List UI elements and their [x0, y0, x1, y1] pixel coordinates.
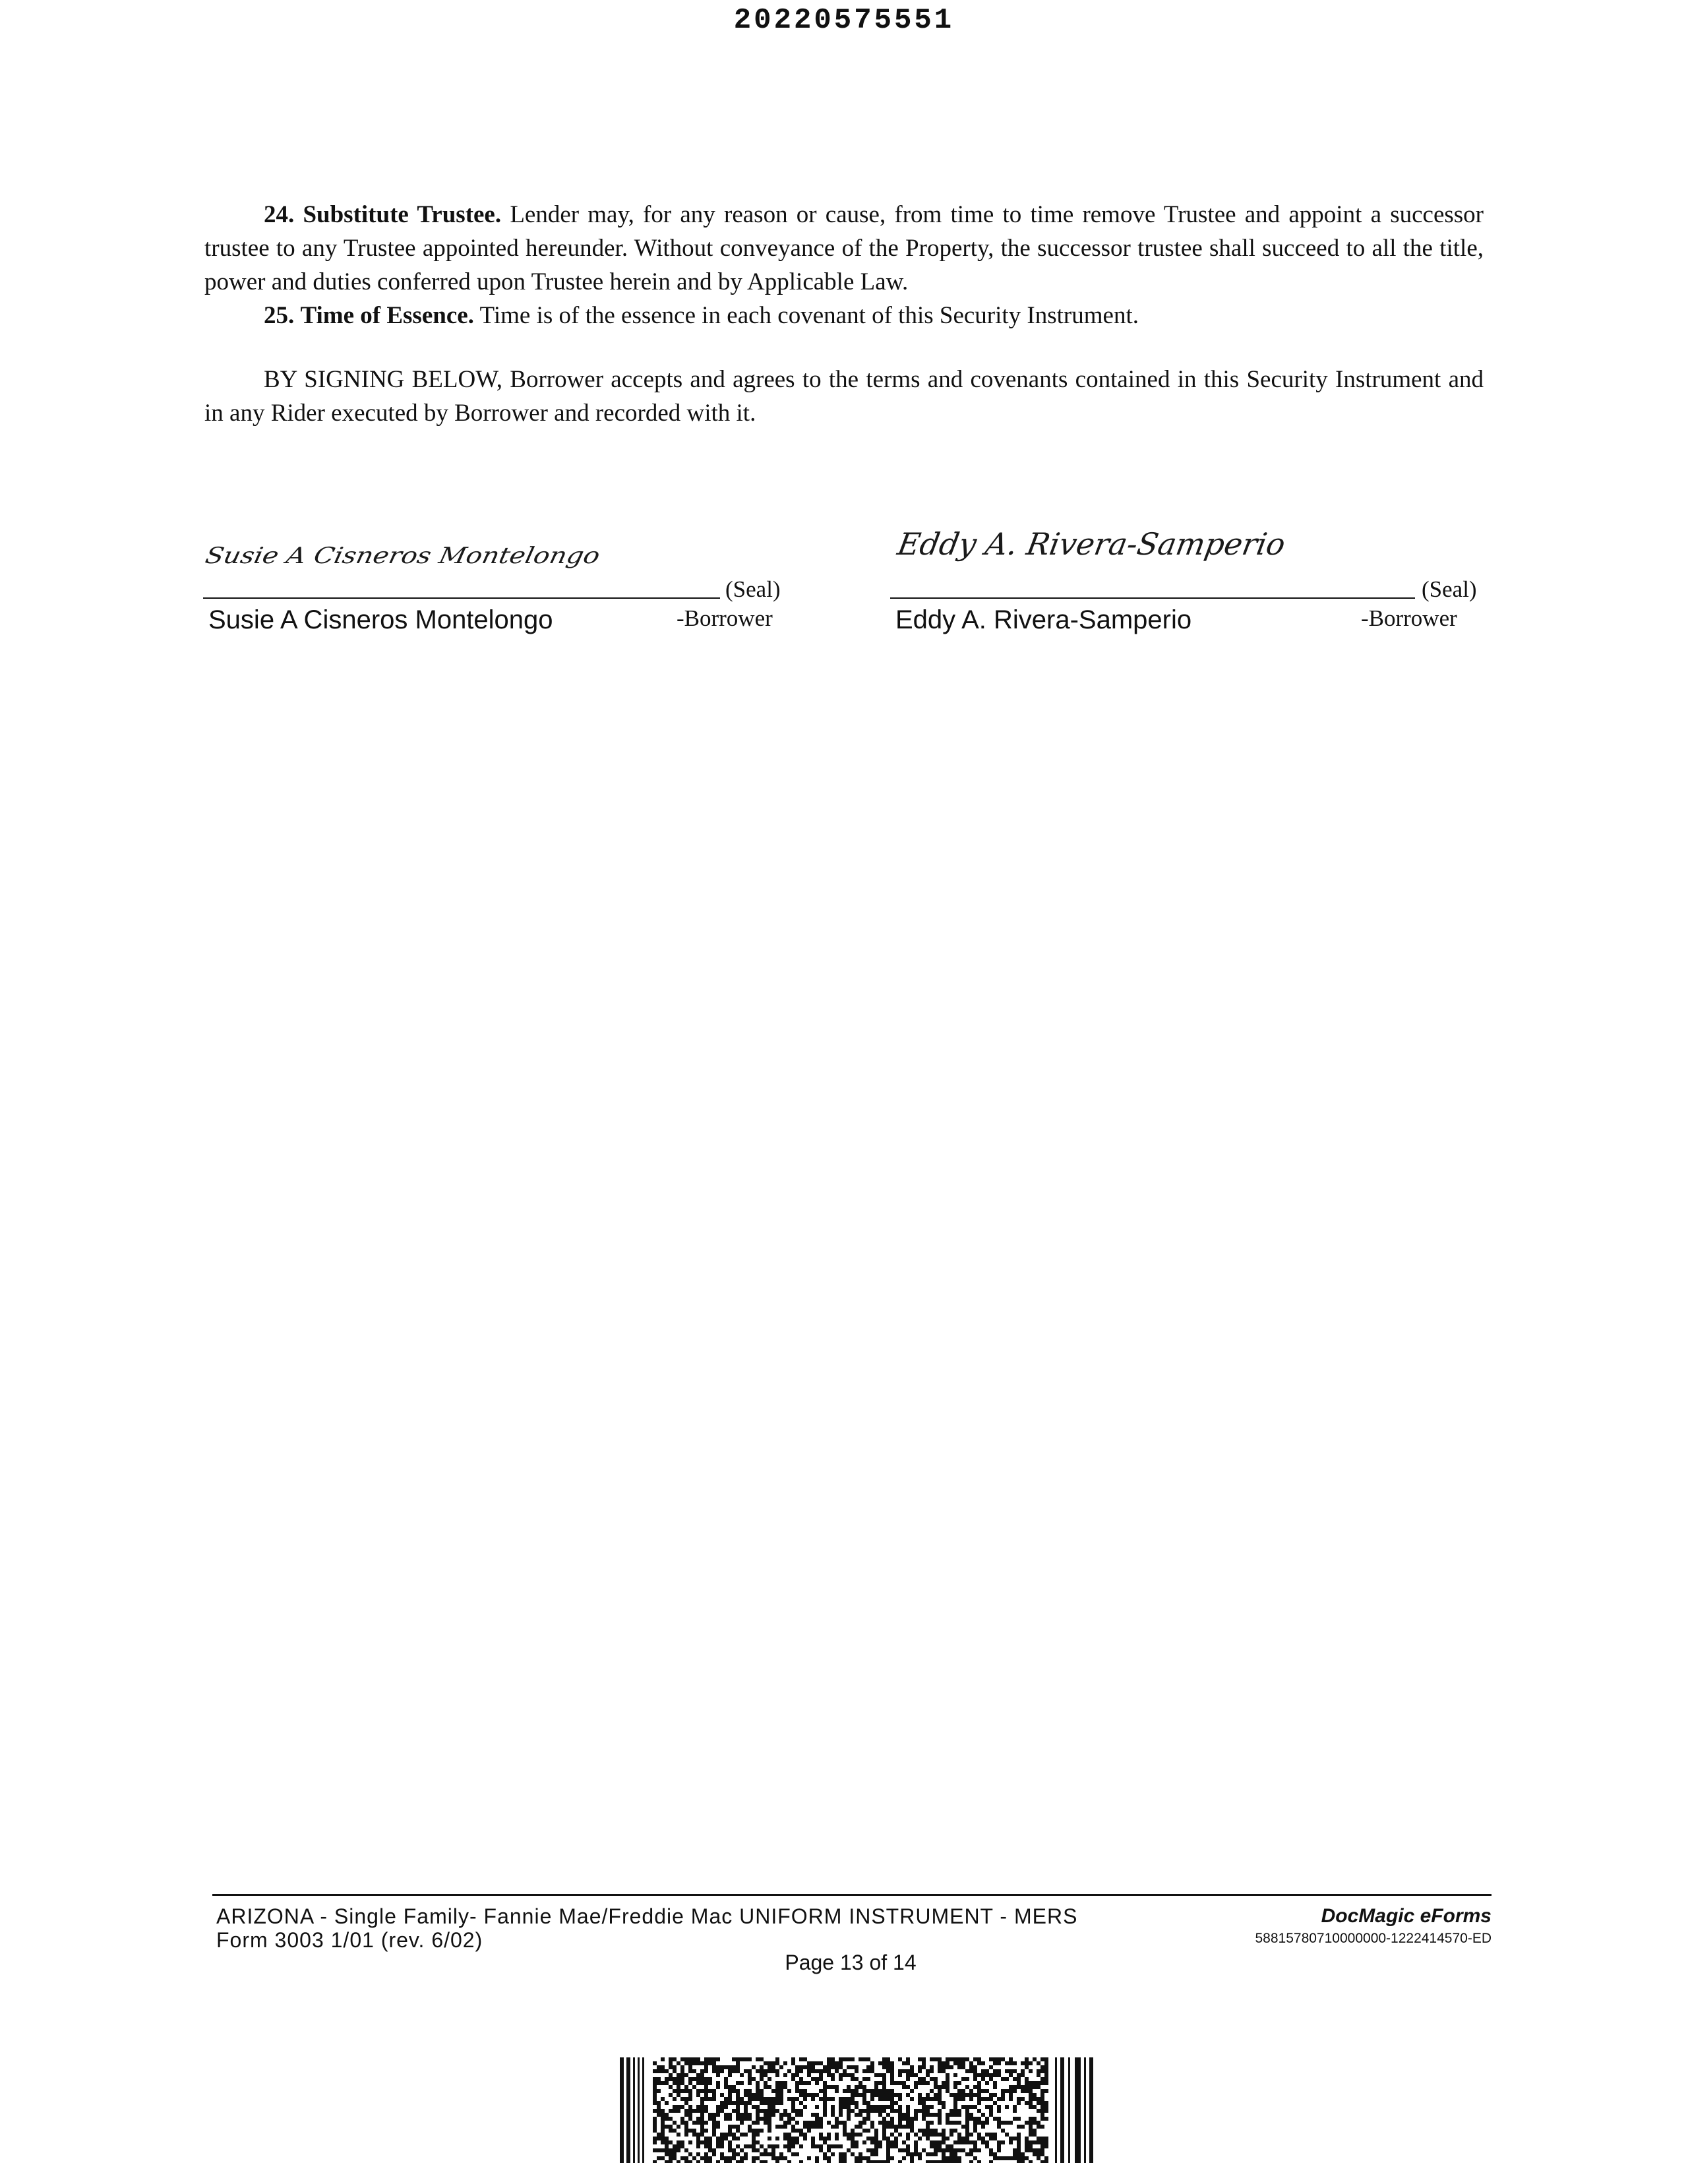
section-heading: Substitute Trustee. — [303, 201, 502, 228]
signature-line — [203, 597, 720, 599]
section-number: 24. — [264, 201, 295, 228]
document-body — [204, 198, 1484, 430]
seal-label: (Seal) — [1422, 576, 1477, 602]
signer-role: -Borrower — [1361, 605, 1457, 631]
section-number: 25. — [264, 302, 295, 329]
signer-name: Susie A Cisneros Montelongo — [208, 605, 553, 634]
signer-role: -Borrower — [677, 605, 773, 631]
section-text: Time is of the essence in each covenant of this Security Instrument. — [479, 302, 1139, 329]
footer-form-number: Form 3003 1/01 (rev. 6/02) — [216, 1928, 483, 1952]
handwritten-signature: Susie A Cisneros Montelongo — [202, 543, 603, 569]
docmagic-logo: DocMagic eForms — [1321, 1905, 1492, 1927]
handwritten-signature: Eddy A. Rivera-Samperio — [895, 526, 1288, 562]
barcode-icon — [620, 2057, 1095, 2163]
section-text: Lender may, for any reason or cause, from time to time remove Trustee and appoint a successor trustee to any Trustee appointed hereunder. Without conveyance of the Property, the successor trustee shall succeed to all the title, power and duties conferred upon Trustee herein and by Applicable Law. — [204, 201, 1484, 295]
section-24 — [204, 198, 1484, 299]
signing-statement: BY SIGNING BELOW, Borrower accepts and agrees to the terms and covenants contained in this Security Instrument and in any Rider executed by Borrower and recorded with it. — [204, 366, 1484, 427]
recording-number: 20220575551 — [733, 4, 955, 37]
footer-form-title: ARIZONA - Single Family- Fannie Mae/Freddie Mac UNIFORM INSTRUMENT - MERS — [216, 1904, 1078, 1928]
form-id: 58815780710000000-1222414570-ED — [1255, 1931, 1492, 1946]
seal-label: (Seal) — [725, 576, 781, 602]
section-25 — [204, 299, 1484, 332]
footer-divider — [212, 1894, 1492, 1896]
section-heading: Time of Essence. — [300, 302, 474, 329]
page-number: Page 13 of 14 — [785, 1951, 917, 1974]
signature-line — [890, 597, 1415, 599]
signer-name: Eddy A. Rivera-Samperio — [895, 605, 1192, 634]
